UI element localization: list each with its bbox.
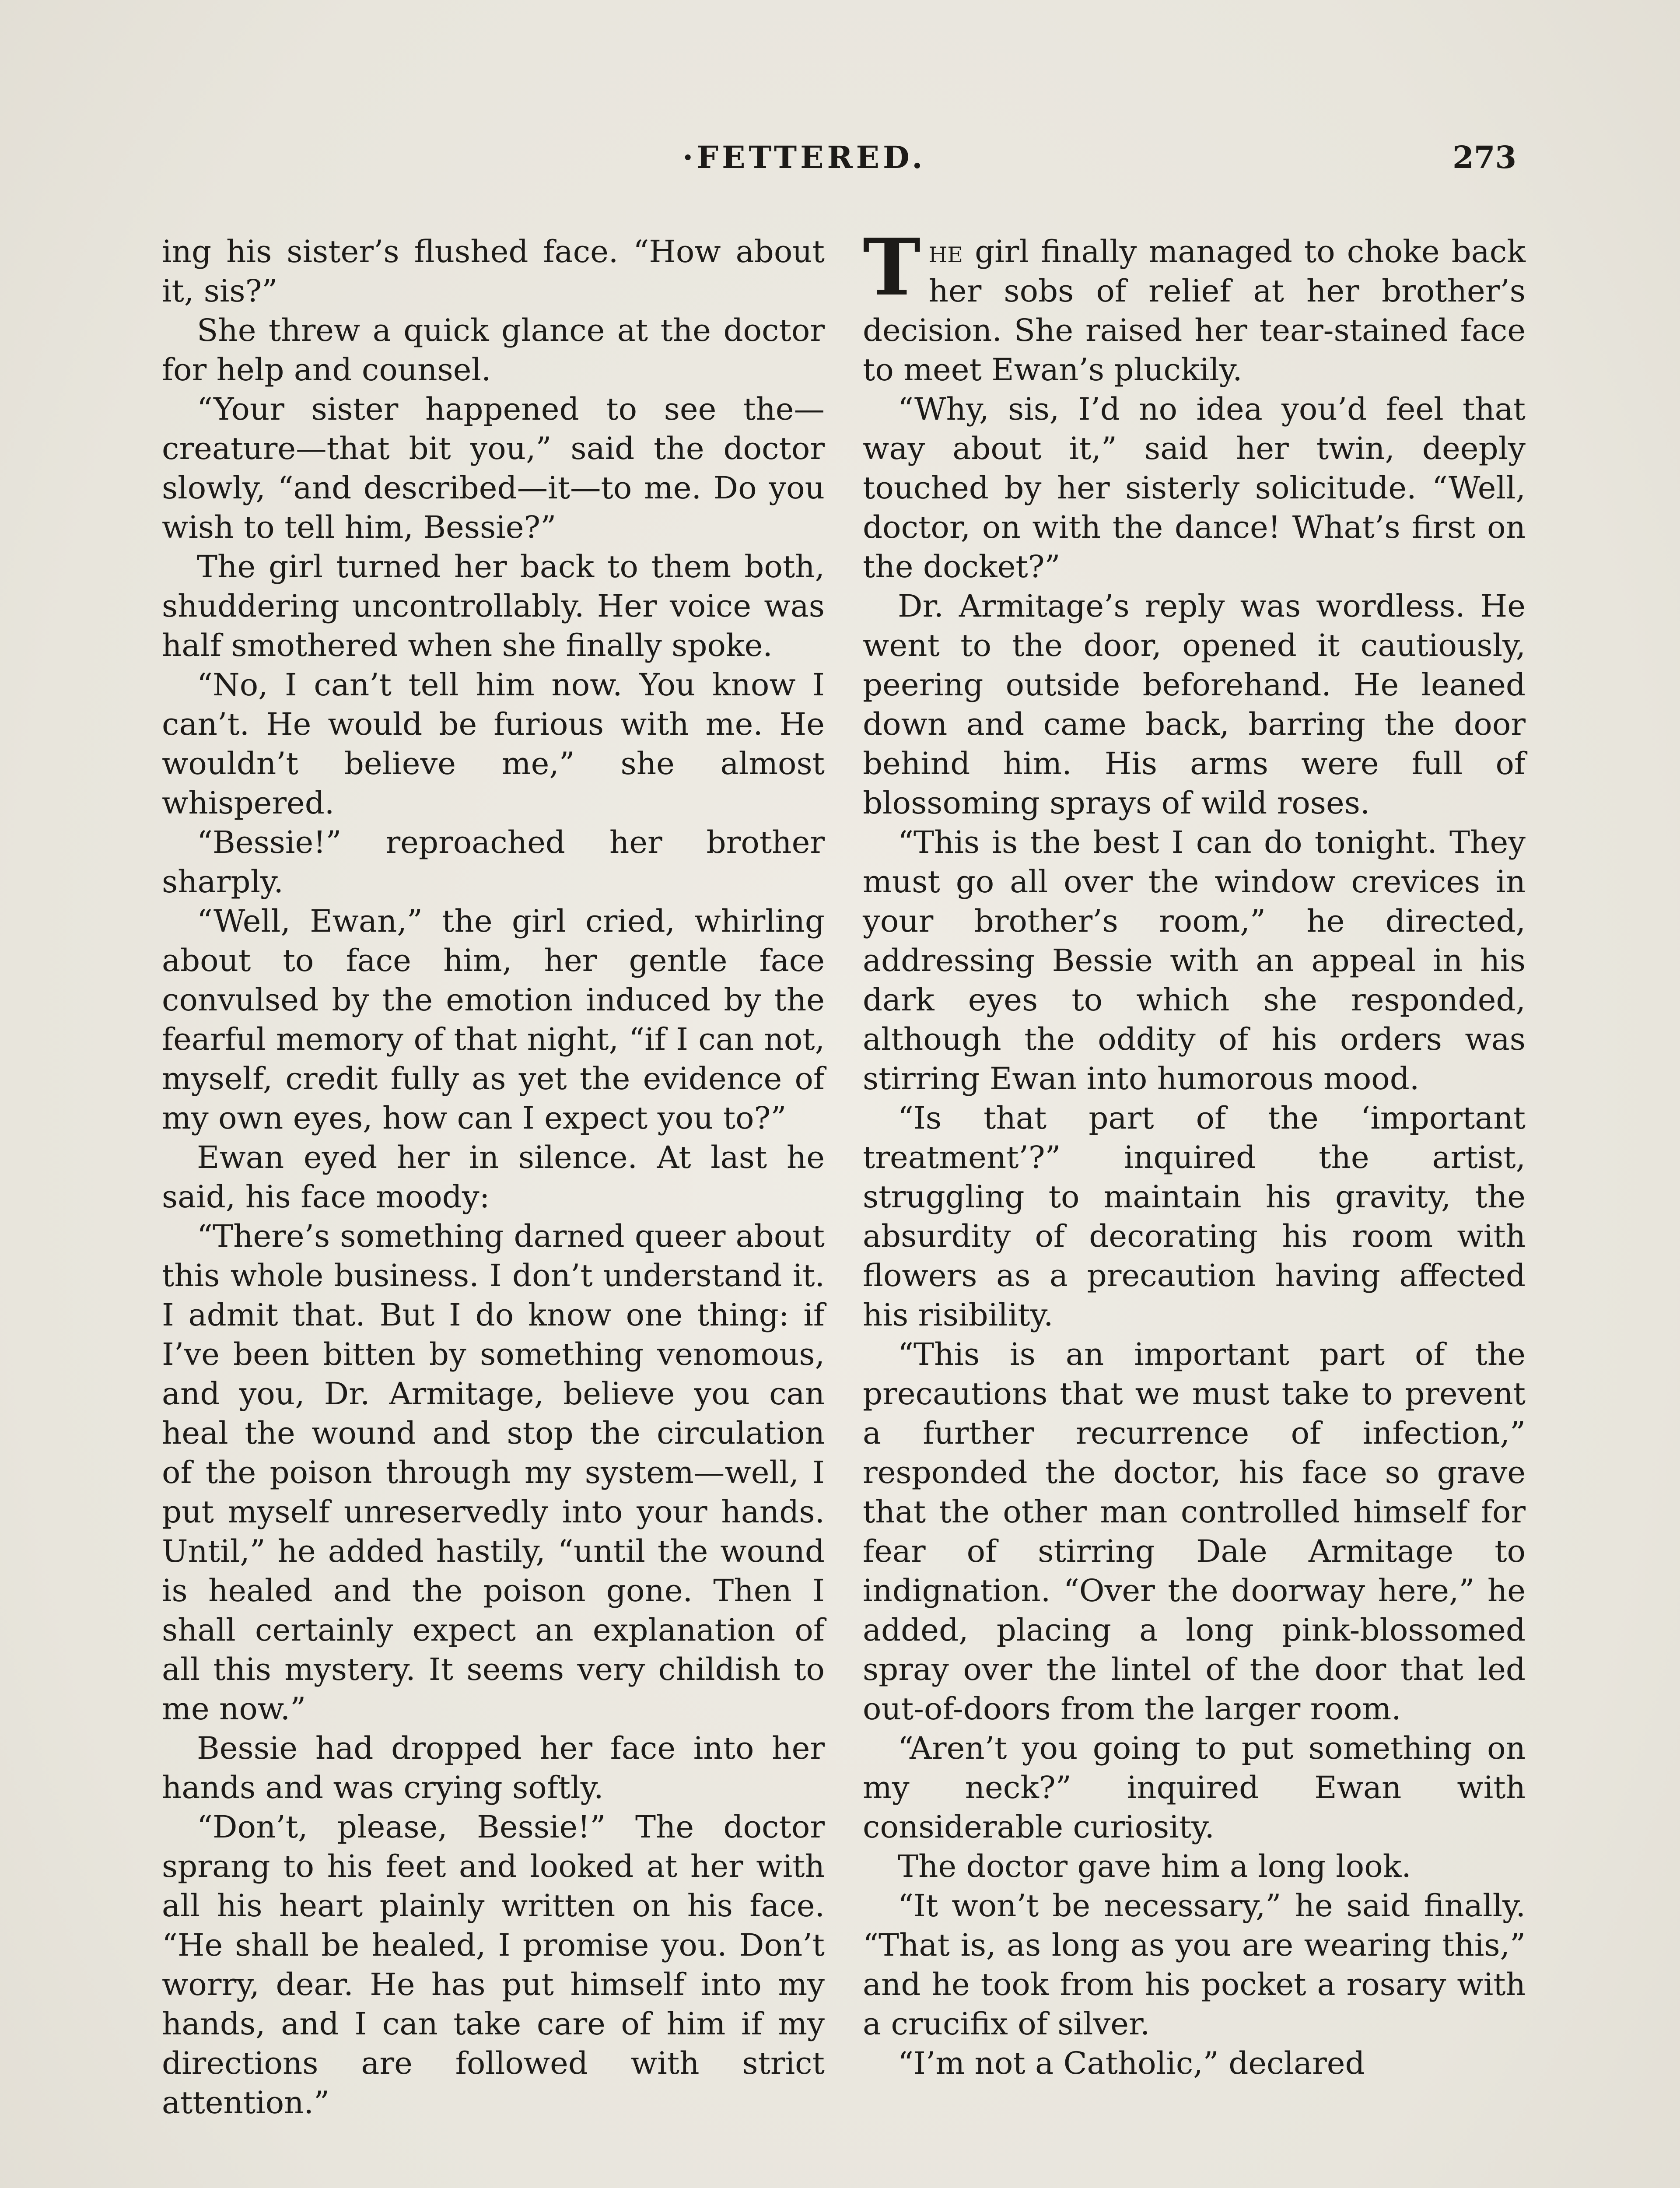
left-text-column [162, 232, 825, 2122]
paragraph: Dr. Armitage’s reply was wordless. He went to the door, opened it cautiously, peering outside beforehand. He leaned down and came back, barring the door behind him. His arms were full of blossoming sprays of wild roses. [863, 588, 1526, 821]
paragraph: “There’s something darned queer about this whole business. I don’t understand it. I admit that. But I do know one thing: if I’ve been bitten by something venomous, and you, Dr. Armitage, believe you can heal the wound and stop the circulation of the poison through my system—well, I put myself unreservedly into your hands. Until,” he added hastily, “until the wound is healed and the poison gone. Then I shall certainly expect an explanation of all this mystery. It seems very childish to me now.” [162, 1218, 825, 1727]
paragraph: “I’m not a Catholic,” declared [898, 2045, 1365, 2081]
paragraph: “This is the best I can do tonight. They must go all over the window crevices in your brother’s room,” he directed, addressing Bessie with an appeal in his dark eyes to which she responded, although the oddity of his orders was stirring Ewan into humorous mood. [863, 824, 1526, 1097]
paragraph: “Don’t, please, Bessie!” The doctor sprang to his feet and looked at her with all his heart plainly written on his face. “He shall be healed, I promise you. Don’t worry, dear. He has put himself into my hands, and I can take care of him if my directions are followed with strict attention.” [162, 1809, 825, 2121]
paragraph: She threw a quick glance at the doctor for help and counsel. [162, 312, 825, 388]
drop-cap-continuation: he [928, 234, 963, 270]
paragraph: “Well, Ewan,” the girl cried, whirling about to face him, her gentle face convulsed by the emotion induced by the fearful memory of that night, “if I can not, myself, credit fully as yet the evidence of my own eyes, how can I expect you to?” [162, 903, 825, 1136]
paragraph: “Your sister happened to see the—creature—that bit you,” said the doctor slowly, “and described—it—to me. Do you wish to tell him, Bessie?” [162, 391, 825, 545]
paragraph: “Bessie!” reproached her brother sharply. [162, 824, 825, 900]
paragraph: “No, I can’t tell him now. You know I can’t. He would be furious with me. He wouldn’t believe me,” she almost whispered. [162, 667, 825, 821]
paragraph: Bessie had dropped her face into her hands and was crying softly. [162, 1730, 825, 1806]
page-number: 273 [1452, 139, 1517, 175]
opening-paragraph-text: girl finally managed to choke back her sobs of relief at her brother’s decision. She raised her tear-stained face to meet Ewan’s pluckily. [863, 234, 1526, 388]
paragraph: The doctor gave him a long look. [898, 1848, 1411, 1884]
paragraph: “It won’t be necessary,” he said finally. “That is, as long as you are wearing this,” and he took from his pocket a rosary with a crucifix of silver. [863, 1888, 1526, 2042]
paragraph: “Why, sis, I’d no idea you’d feel that way about it,” said her twin, deeply touched by her sisterly solicitude. “Well, doctor, on with the dance! What’s first on the docket?” [863, 391, 1526, 585]
paragraph: “This is an important part of the precautions that we must take to prevent a further recurrence of infection,” responded the doctor, his face so grave that the other man controlled himself for fear of stirring Dale Armitage to indignation. “Over the doorway here,” he added, placing a long pink-blossomed spray over the lintel of the door that led out-of-doors from the larger room. [863, 1336, 1526, 1727]
drop-cap: T [863, 221, 921, 313]
paragraph: The girl turned her back to them both, shuddering uncontrollably. Her voice was half smothered when she finally spoke. [162, 549, 825, 663]
right-text-column [863, 221, 1526, 2083]
paragraph: Ewan eyed her in silence. At last he said, his face moody: [162, 1140, 825, 1215]
opening-paragraph [863, 221, 1526, 389]
paragraph: “Aren’t you going to put something on my neck?” inquired Ewan with considerable curiosity. [863, 1730, 1526, 1845]
running-head-title: ·FETTERED. [682, 139, 926, 175]
paragraph: ing his sister’s flushed face. “How about it, sis?” [162, 234, 825, 309]
paragraph: “Is that part of the ‘important treatment’?” inquired the artist, struggling to maintain his gravity, the absurdity of decorating his room with flowers as a precaution having affected his risibility. [863, 1100, 1526, 1333]
